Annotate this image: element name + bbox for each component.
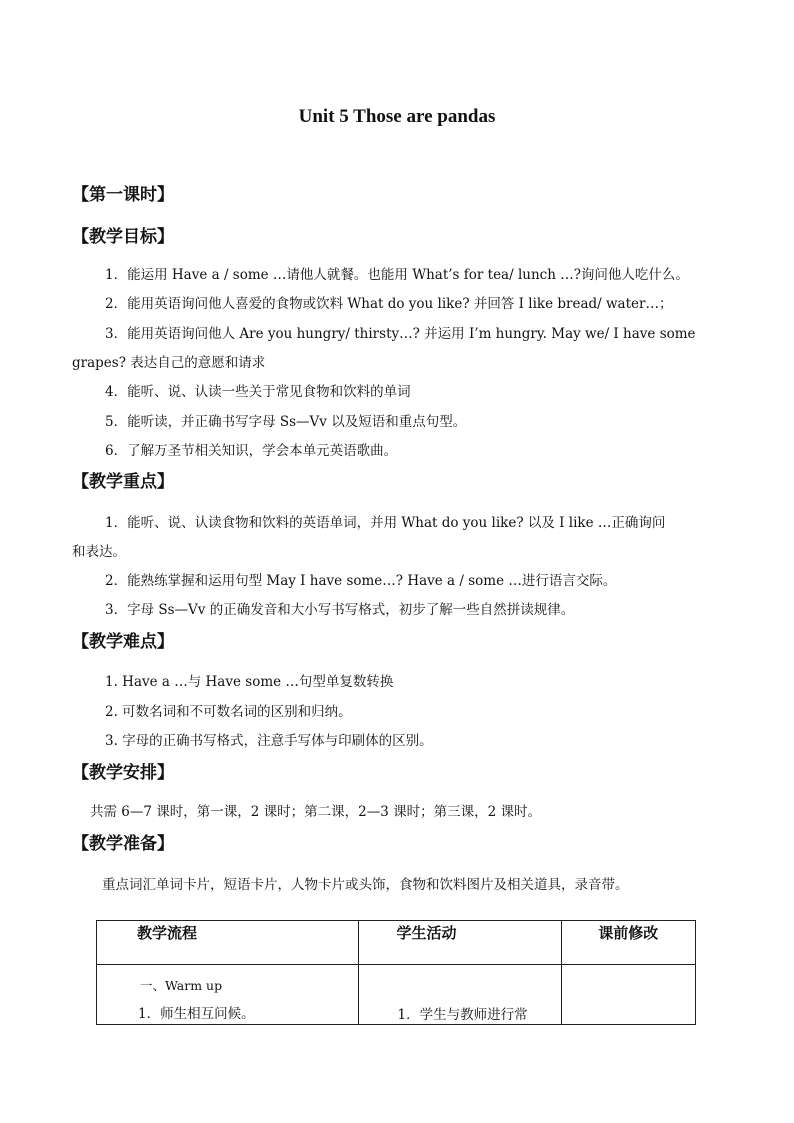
table-header-row <box>97 921 696 965</box>
schedule-text: 共需 6—7 课时，第一课，2 课时；第二课，2—3 课时；第三课，2 课时。 <box>90 804 541 820</box>
header-pre-class-revision: 课前修改 <box>562 921 696 965</box>
key-point-item-continued: 和表达。 <box>72 544 126 560</box>
goal-item: 4．能听、说、认读一些关于常见食物和饮料的单词 <box>105 384 411 400</box>
step-title: 一、Warm up <box>140 978 223 993</box>
section-preparation-heading: 【教学准备】 <box>72 834 174 854</box>
goal-item: 6．了解万圣节相关知识，学会本单元英语歌曲。 <box>105 443 398 459</box>
key-point-item: 1．能听、说、认读食物和饮料的英语单词，并用 What do you like? 以及 I like …正确询问 <box>105 515 666 531</box>
section-difficulties-heading: 【教学难点】 <box>72 632 174 652</box>
difficulty-item: 1. Have a …与 Have some …句型单复数转换 <box>105 674 394 690</box>
step-item: 1．师生相互问候。 <box>138 1006 255 1022</box>
student-activity-text: 1．学生与教师进行常 <box>397 1007 528 1023</box>
teaching-flow-cell <box>97 965 359 1025</box>
goal-item: 3．能用英语询问他人 Are you hungry/ thirsty…? 并运用 I’m hungry. May we/ I have some <box>105 326 696 342</box>
goal-item-continued: grapes? 表达自己的意愿和请求 <box>72 355 266 371</box>
key-point-item: 3．字母 Ss—Vv 的正确发音和大小写书写格式，初步了解一些自然拼读规律。 <box>105 602 575 618</box>
document-title: Unit 5 Those are pandas <box>298 106 496 127</box>
header-student-activity: 学生活动 <box>358 921 562 965</box>
difficulty-item: 2. 可数名词和不可数名词的区别和归纳。 <box>105 704 352 720</box>
section-key-points-heading: 【教学重点】 <box>72 472 174 492</box>
preparation-text: 重点词汇单词卡片，短语卡片，人物卡片或头饰，食物和饮料图片及相关道具，录音带。 <box>102 877 629 893</box>
section-goals-heading: 【教学目标】 <box>72 227 174 247</box>
teaching-flow-table <box>96 920 696 1025</box>
revision-cell <box>562 965 696 1025</box>
key-point-item: 2．能熟练掌握和运用句型 May I have some…? Have a / some …进行语言交际。 <box>105 573 617 589</box>
goal-item: 5．能听读，并正确书写字母 Ss—Vv 以及短语和重点句型。 <box>105 414 467 430</box>
header-teaching-flow: 教学流程 <box>97 921 359 965</box>
difficulty-item: 3. 字母的正确书写格式，注意手写体与印刷体的区别。 <box>105 733 433 749</box>
goal-item: 2．能用英语询问他人喜爱的食物或饮料 What do you like? 并回答 I like bread/ water…； <box>105 296 673 312</box>
table-row <box>97 965 696 1025</box>
section-schedule-heading: 【教学安排】 <box>72 763 174 783</box>
section-lesson-heading: 【第一课时】 <box>72 185 174 205</box>
goal-item: 1．能运用 Have a / some …请他人就餐。也能用 What’s for tea/ lunch …?询问他人吃什么。 <box>105 267 689 283</box>
student-activity-cell <box>358 965 562 1025</box>
